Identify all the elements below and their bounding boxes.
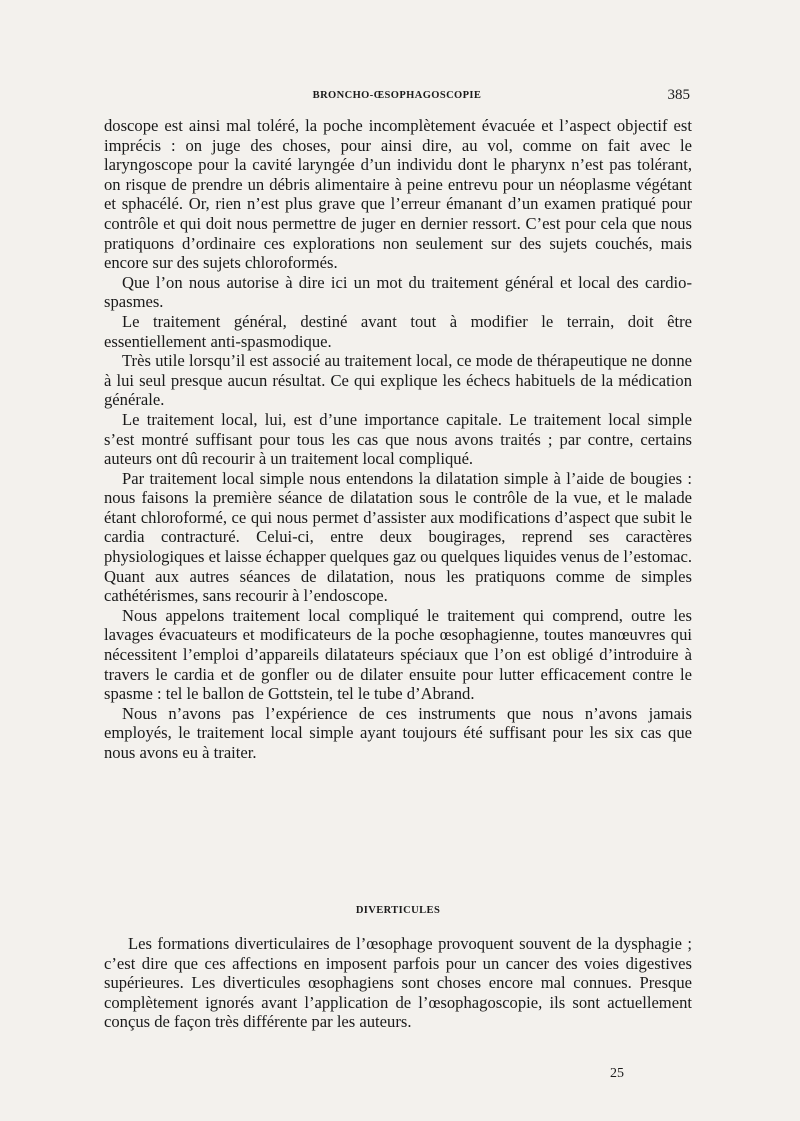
- paragraph: Que l’on nous autorise à dire ici un mot du traitement général et local des cardio-spasmes.: [104, 272, 692, 312]
- page-number: 385: [667, 87, 690, 103]
- paragraph: Les formations diverticulaires de l’œsophage provoquent souvent de la dysphagie ; c’est dire que ces affections en imposent parfois pour un cancer des voies digestives supérieures. Les diverticules œsophagiens sont choses encore mal connues. Presque complètement ignorés avant l’application de l’œsophagoscopie, ils sont actuellement conçus de façon très différente par les auteurs.: [104, 934, 692, 1032]
- running-head: [104, 88, 690, 108]
- main-text: [104, 116, 692, 763]
- paragraph: doscope est ainsi mal toléré, la poche incomplètement évacuée et l’aspect objectif est imprécis : on juge des choses, pour ainsi dire, au vol, comme on fait avec le laryngoscope pour la cavité laryngée d’un individu dont le pharynx n’est pas tolérant, on risque de prendre un débris alimentaire à peine entrevu pour un néoplasme végétant et sphacélé. Or, rien n’est plus grave que l’erreur émanant d’un examen pratiqué pour contrôle et qui doit nous permettre de juger en dernier ressort. C’est pour cela que nous pratiquons d’ordinaire ces explorations non seulement sur des sujets couchés, mais encore sur des sujets chloroformés.: [104, 116, 692, 273]
- paragraph: Nous appelons traitement local compliqué le traitement qui comprend, outre les lavages évacuateurs et modificateurs de la poche œsophagienne, toutes manœuvres qui nécessitent l’emploi d’appareils dilatateurs spéciaux que l’on est obligé d’introduire à travers le cardia et de gonfler ou de dilater ensuite pour lutter efficacement contre le spasme : tel le ballon de Gottstein, tel le tube d’Abrand.: [104, 605, 692, 704]
- section-heading: DIVERTICULES: [355, 905, 441, 916]
- paragraph: Par traitement local simple nous entendons la dilatation simple à l’aide de bougies : nous faisons la première séance de dilatation sous le contrôle de la vue, et le malade étant chloroformé, ce qui nous permet d’assister aux modifications d’aspect que subit le cardia contracturé. Celui-ci, entre deux bougirages, reprend ses caractères physiologiques et laisse échapper quelques gaz ou quelques liquides venus de l’estomac. Quant aux autres séances de dilatation, nous les pratiquons comme de simples cathétérismes, sans recourir à l’endoscope.: [104, 468, 693, 606]
- paragraph: Le traitement local, lui, est d’une importance capitale. Le traitement local simple s’est montré suffisant pour tous les cas que nous avons traités ; par contre, certains auteurs ont dû recourir à un traitement local compliqué.: [104, 409, 692, 469]
- paragraph: Le traitement général, destiné avant tout à modifier le terrain, doit être essentiellement anti-spasmodique.: [104, 311, 692, 351]
- signature-mark: 25: [610, 1066, 624, 1081]
- paragraph: Très utile lorsqu’il est associé au traitement local, ce mode de thérapeutique ne donne à lui seul presque aucun résultat. Ce qui explique les échecs habituels de la médication générale.: [104, 351, 692, 410]
- section-text: [104, 934, 692, 1032]
- running-title: BRONCHO-ŒSOPHAGOSCOPIE: [312, 90, 482, 101]
- paragraph: Nous n’avons pas l’expérience de ces instruments que nous n’avons jamais employés, le traitement local simple ayant toujours été suffisant pour les six cas que nous avons eu à traiter.: [104, 703, 692, 762]
